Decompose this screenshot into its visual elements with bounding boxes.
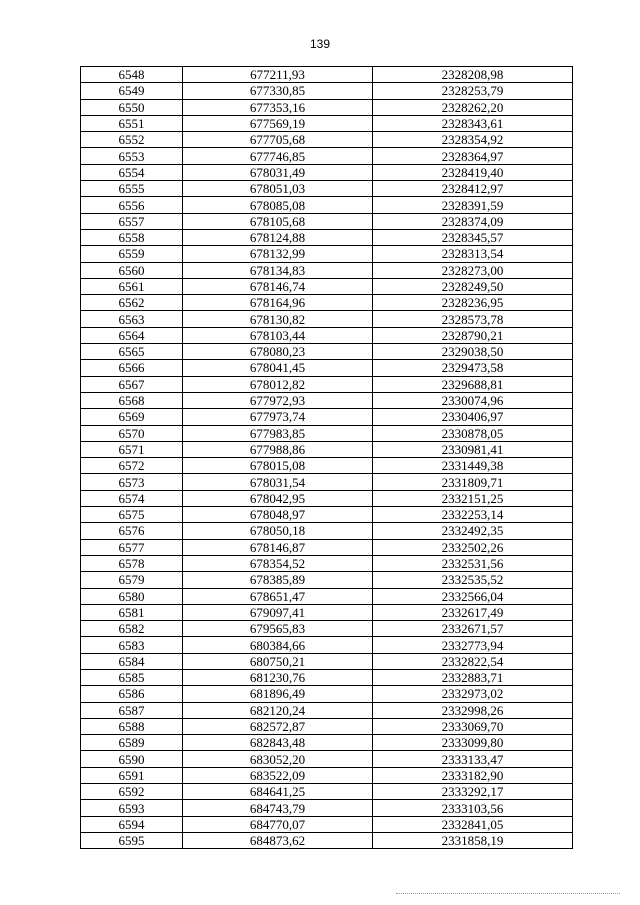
point-number-cell: 6575 <box>81 507 183 523</box>
y-coordinate-cell: 2332253,14 <box>373 507 573 523</box>
x-coordinate-cell: 678132,99 <box>183 246 373 262</box>
table-row <box>81 458 573 474</box>
y-coordinate-cell: 2329038,50 <box>373 344 573 360</box>
point-number-cell: 6555 <box>81 181 183 197</box>
table-row <box>81 653 573 669</box>
x-coordinate-cell: 678651,47 <box>183 588 373 604</box>
table-row <box>81 507 573 523</box>
table-row <box>81 669 573 685</box>
y-coordinate-cell: 2332531,56 <box>373 555 573 571</box>
point-number-cell: 6568 <box>81 392 183 408</box>
point-number-cell: 6579 <box>81 572 183 588</box>
point-number-cell: 6572 <box>81 458 183 474</box>
table-row <box>81 181 573 197</box>
table-row <box>81 816 573 832</box>
y-coordinate-cell: 2328345,57 <box>373 229 573 245</box>
point-number-cell: 6576 <box>81 523 183 539</box>
table-row <box>81 621 573 637</box>
coordinates-table <box>80 66 573 849</box>
y-coordinate-cell: 2328790,21 <box>373 327 573 343</box>
x-coordinate-cell: 677988,86 <box>183 441 373 457</box>
table-row <box>81 83 573 99</box>
table-row <box>81 246 573 262</box>
point-number-cell: 6562 <box>81 295 183 311</box>
y-coordinate-cell: 2328249,50 <box>373 278 573 294</box>
x-coordinate-cell: 677353,16 <box>183 99 373 115</box>
point-number-cell: 6557 <box>81 213 183 229</box>
x-coordinate-cell: 678012,82 <box>183 376 373 392</box>
y-coordinate-cell: 2333069,70 <box>373 718 573 734</box>
x-coordinate-cell: 683052,20 <box>183 751 373 767</box>
y-coordinate-cell: 2330074,96 <box>373 392 573 408</box>
table-row <box>81 425 573 441</box>
point-number-cell: 6554 <box>81 164 183 180</box>
y-coordinate-cell: 2328236,95 <box>373 295 573 311</box>
x-coordinate-cell: 677983,85 <box>183 425 373 441</box>
point-number-cell: 6564 <box>81 327 183 343</box>
table-row <box>81 572 573 588</box>
table-row <box>81 409 573 425</box>
point-number-cell: 6583 <box>81 637 183 653</box>
coordinates-table-body <box>81 67 573 849</box>
x-coordinate-cell: 677705,68 <box>183 132 373 148</box>
x-coordinate-cell: 682120,24 <box>183 702 373 718</box>
table-row <box>81 523 573 539</box>
point-number-cell: 6556 <box>81 197 183 213</box>
point-number-cell: 6558 <box>81 229 183 245</box>
table-row <box>81 262 573 278</box>
table-row <box>81 132 573 148</box>
x-coordinate-cell: 677973,74 <box>183 409 373 425</box>
y-coordinate-cell: 2328412,97 <box>373 181 573 197</box>
table-row <box>81 784 573 800</box>
point-number-cell: 6581 <box>81 604 183 620</box>
x-coordinate-cell: 678164,96 <box>183 295 373 311</box>
point-number-cell: 6548 <box>81 67 183 83</box>
x-coordinate-cell: 677211,93 <box>183 67 373 83</box>
x-coordinate-cell: 680750,21 <box>183 653 373 669</box>
y-coordinate-cell: 2332883,71 <box>373 669 573 685</box>
y-coordinate-cell: 2332773,94 <box>373 637 573 653</box>
y-coordinate-cell: 2333292,17 <box>373 784 573 800</box>
y-coordinate-cell: 2332998,26 <box>373 702 573 718</box>
y-coordinate-cell: 2328364,97 <box>373 148 573 164</box>
x-coordinate-cell: 678134,83 <box>183 262 373 278</box>
table-row <box>81 800 573 816</box>
table-row <box>81 474 573 490</box>
x-coordinate-cell: 682843,48 <box>183 735 373 751</box>
y-coordinate-cell: 2333182,90 <box>373 767 573 783</box>
point-number-cell: 6589 <box>81 735 183 751</box>
x-coordinate-cell: 678354,52 <box>183 555 373 571</box>
y-coordinate-cell: 2330878,05 <box>373 425 573 441</box>
table-row <box>81 832 573 848</box>
x-coordinate-cell: 677746,85 <box>183 148 373 164</box>
point-number-cell: 6578 <box>81 555 183 571</box>
table-row <box>81 213 573 229</box>
point-number-cell: 6565 <box>81 344 183 360</box>
table-row <box>81 67 573 83</box>
point-number-cell: 6552 <box>81 132 183 148</box>
table-row <box>81 718 573 734</box>
x-coordinate-cell: 681896,49 <box>183 686 373 702</box>
y-coordinate-cell: 2329688,81 <box>373 376 573 392</box>
point-number-cell: 6593 <box>81 800 183 816</box>
y-coordinate-cell: 2332502,26 <box>373 539 573 555</box>
point-number-cell: 6594 <box>81 816 183 832</box>
y-coordinate-cell: 2328313,54 <box>373 246 573 262</box>
point-number-cell: 6580 <box>81 588 183 604</box>
table-row <box>81 604 573 620</box>
y-coordinate-cell: 2328253,79 <box>373 83 573 99</box>
table-row <box>81 99 573 115</box>
table-row <box>81 327 573 343</box>
x-coordinate-cell: 684743,79 <box>183 800 373 816</box>
y-coordinate-cell: 2329473,58 <box>373 360 573 376</box>
point-number-cell: 6569 <box>81 409 183 425</box>
page-number: 139 <box>309 37 331 51</box>
y-coordinate-cell: 2332535,52 <box>373 572 573 588</box>
table-row <box>81 767 573 783</box>
x-coordinate-cell: 684641,25 <box>183 784 373 800</box>
x-coordinate-cell: 678031,54 <box>183 474 373 490</box>
x-coordinate-cell: 678130,82 <box>183 311 373 327</box>
y-coordinate-cell: 2328391,59 <box>373 197 573 213</box>
table-row <box>81 702 573 718</box>
point-number-cell: 6570 <box>81 425 183 441</box>
x-coordinate-cell: 678042,95 <box>183 490 373 506</box>
x-coordinate-cell: 678031,49 <box>183 164 373 180</box>
table-row <box>81 441 573 457</box>
x-coordinate-cell: 683522,09 <box>183 767 373 783</box>
point-number-cell: 6582 <box>81 621 183 637</box>
y-coordinate-cell: 2331858,19 <box>373 832 573 848</box>
y-coordinate-cell: 2328573,78 <box>373 311 573 327</box>
point-number-cell: 6553 <box>81 148 183 164</box>
point-number-cell: 6550 <box>81 99 183 115</box>
y-coordinate-cell: 2333099,80 <box>373 735 573 751</box>
point-number-cell: 6567 <box>81 376 183 392</box>
table-row <box>81 295 573 311</box>
x-coordinate-cell: 678050,18 <box>183 523 373 539</box>
x-coordinate-cell: 682572,87 <box>183 718 373 734</box>
point-number-cell: 6592 <box>81 784 183 800</box>
table-row <box>81 148 573 164</box>
y-coordinate-cell: 2332841,05 <box>373 816 573 832</box>
point-number-cell: 6549 <box>81 83 183 99</box>
x-coordinate-cell: 679565,83 <box>183 621 373 637</box>
point-number-cell: 6566 <box>81 360 183 376</box>
y-coordinate-cell: 2332617,49 <box>373 604 573 620</box>
point-number-cell: 6595 <box>81 832 183 848</box>
y-coordinate-cell: 2333133,47 <box>373 751 573 767</box>
y-coordinate-cell: 2332973,02 <box>373 686 573 702</box>
table-row <box>81 686 573 702</box>
y-coordinate-cell: 2332151,25 <box>373 490 573 506</box>
x-coordinate-cell: 680384,66 <box>183 637 373 653</box>
x-coordinate-cell: 681230,76 <box>183 669 373 685</box>
y-coordinate-cell: 2330981,41 <box>373 441 573 457</box>
point-number-cell: 6584 <box>81 653 183 669</box>
table-row <box>81 539 573 555</box>
point-number-cell: 6585 <box>81 669 183 685</box>
x-coordinate-cell: 678085,08 <box>183 197 373 213</box>
table-row <box>81 490 573 506</box>
x-coordinate-cell: 678146,74 <box>183 278 373 294</box>
table-row <box>81 278 573 294</box>
x-coordinate-cell: 679097,41 <box>183 604 373 620</box>
y-coordinate-cell: 2330406,97 <box>373 409 573 425</box>
point-number-cell: 6590 <box>81 751 183 767</box>
x-coordinate-cell: 678105,68 <box>183 213 373 229</box>
point-number-cell: 6573 <box>81 474 183 490</box>
table-row <box>81 637 573 653</box>
x-coordinate-cell: 678051,03 <box>183 181 373 197</box>
point-number-cell: 6587 <box>81 702 183 718</box>
y-coordinate-cell: 2328262,20 <box>373 99 573 115</box>
y-coordinate-cell: 2328419,40 <box>373 164 573 180</box>
y-coordinate-cell: 2328354,92 <box>373 132 573 148</box>
y-coordinate-cell: 2328273,00 <box>373 262 573 278</box>
y-coordinate-cell: 2328374,09 <box>373 213 573 229</box>
x-coordinate-cell: 678146,87 <box>183 539 373 555</box>
table-row <box>81 735 573 751</box>
table-row <box>81 376 573 392</box>
y-coordinate-cell: 2331809,71 <box>373 474 573 490</box>
table-row <box>81 229 573 245</box>
x-coordinate-cell: 677330,85 <box>183 83 373 99</box>
table-row <box>81 555 573 571</box>
y-coordinate-cell: 2332492,35 <box>373 523 573 539</box>
x-coordinate-cell: 677972,93 <box>183 392 373 408</box>
x-coordinate-cell: 678080,23 <box>183 344 373 360</box>
x-coordinate-cell: 677569,19 <box>183 115 373 131</box>
point-number-cell: 6571 <box>81 441 183 457</box>
y-coordinate-cell: 2328208,98 <box>373 67 573 83</box>
point-number-cell: 6588 <box>81 718 183 734</box>
x-coordinate-cell: 684873,62 <box>183 832 373 848</box>
y-coordinate-cell: 2332566,04 <box>373 588 573 604</box>
y-coordinate-cell: 2332822,54 <box>373 653 573 669</box>
table-row <box>81 751 573 767</box>
point-number-cell: 6577 <box>81 539 183 555</box>
x-coordinate-cell: 678103,44 <box>183 327 373 343</box>
x-coordinate-cell: 678124,88 <box>183 229 373 245</box>
table-row <box>81 588 573 604</box>
point-number-cell: 6551 <box>81 115 183 131</box>
x-coordinate-cell: 678041,45 <box>183 360 373 376</box>
y-coordinate-cell: 2328343,61 <box>373 115 573 131</box>
table-row <box>81 164 573 180</box>
x-coordinate-cell: 678048,97 <box>183 507 373 523</box>
table-row <box>81 311 573 327</box>
point-number-cell: 6574 <box>81 490 183 506</box>
scan-mark <box>396 893 620 894</box>
table-row <box>81 115 573 131</box>
table-row <box>81 197 573 213</box>
y-coordinate-cell: 2333103,56 <box>373 800 573 816</box>
point-number-cell: 6561 <box>81 278 183 294</box>
point-number-cell: 6563 <box>81 311 183 327</box>
table-row <box>81 360 573 376</box>
x-coordinate-cell: 684770,07 <box>183 816 373 832</box>
x-coordinate-cell: 678385,89 <box>183 572 373 588</box>
table-row <box>81 392 573 408</box>
point-number-cell: 6591 <box>81 767 183 783</box>
x-coordinate-cell: 678015,08 <box>183 458 373 474</box>
point-number-cell: 6559 <box>81 246 183 262</box>
y-coordinate-cell: 2332671,57 <box>373 621 573 637</box>
point-number-cell: 6560 <box>81 262 183 278</box>
table-row <box>81 344 573 360</box>
point-number-cell: 6586 <box>81 686 183 702</box>
y-coordinate-cell: 2331449,38 <box>373 458 573 474</box>
